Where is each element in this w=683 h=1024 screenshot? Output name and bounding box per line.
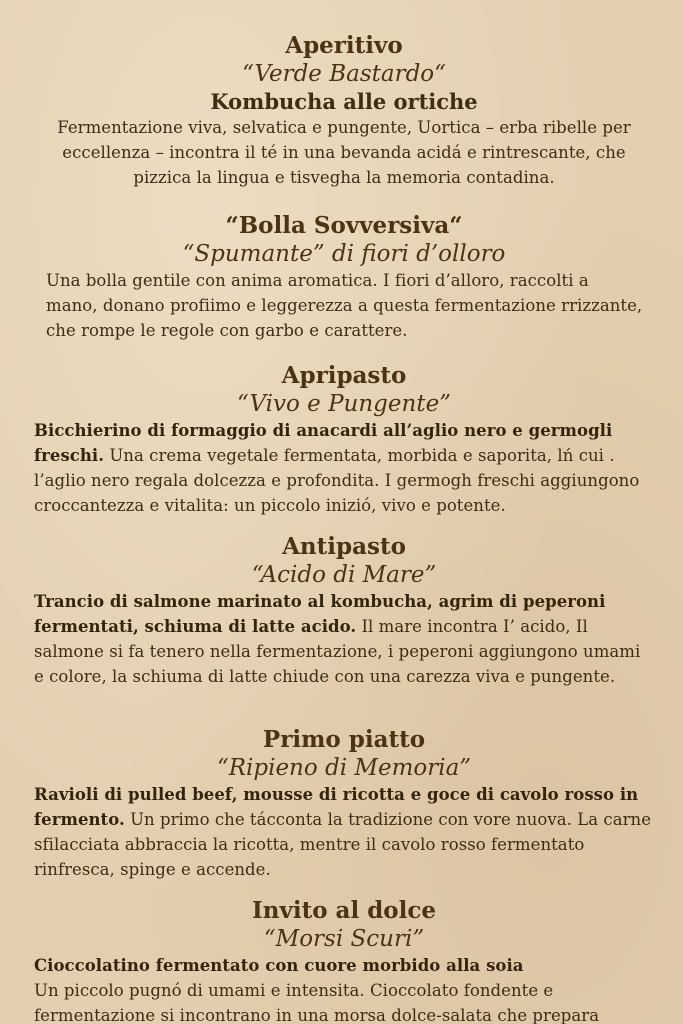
course-title: Antipasto [282, 533, 406, 560]
dish-description: Fermentazione viva, selvatica e pungente, Uortica – erba ribelle per eccellenza – incontra il té in una bevanda acidá e rintrescante, che pizzica la lingua e tisvegha la memoria contadina. [57, 118, 631, 187]
course-title: Primo piatto [262, 726, 426, 753]
dish-name: “Vivo e Pungente” [237, 391, 451, 417]
dish-name: “Verde Bastardo“ [242, 61, 446, 87]
dish-body: Una crema vegetale fermentata, morbida e saporita, lń cui . l’aglio nero regala dolcezza e profondita. I germogh freschi aggiungono croccantezza e vitalita: un piccolo inizió, vivo e potente. [34, 446, 640, 515]
course-title: Aperitivo [285, 32, 403, 59]
dish-body: Un piccolo pugnó di umami e intensita. Cioccolato fondente e fermentazione si incontrano in una morsa dolce-salata che prepara [34, 981, 600, 1024]
dish-description [34, 953, 654, 1024]
dish-name: “Spumante” di fiori d’olloro [182, 241, 506, 267]
menu-section-invito-al-dolce [34, 897, 654, 1024]
dish-lead: Trancio di salmone marinato al kombucha, agrim di peperoni fermentati, schiuma di latte acido. [34, 592, 606, 636]
dish-description [34, 589, 654, 689]
dish-lead: Bicchierino di formaggio di anacardi all’aglio nero e germogli freschi. [34, 421, 613, 465]
course-title: Apripasto [281, 362, 407, 389]
dish-description [34, 782, 654, 882]
menu-section-antipasto [34, 533, 654, 689]
menu-section-apripasto [34, 362, 654, 518]
dish-name: “Morsi Scuri” [263, 926, 425, 952]
dish-name: “Ripieno di Memoria” [216, 755, 472, 781]
menu-section-bolla-sovversiva [34, 212, 654, 343]
dish-body: Il mare incontra I’ acido, Il salmone si fa tenero nella fermentazione, i peperoni aggiungono umami e colore, la schiuma di latte chiude con una carezza viva e pungente. [34, 617, 641, 686]
menu-section-primo-piatto [34, 726, 654, 882]
dish-lead: Ravioli di pulled beef, mousse di ricotta e goce di cavolo rosso in fermento. [34, 785, 639, 829]
course-title: Invito al dolce [252, 897, 436, 924]
dish-lead: Cioccolatino fermentato con cuore morbido alla soia [34, 956, 524, 975]
course-title: “Bolla Sovversiva“ [225, 212, 463, 239]
dish-body: Un primo che tácconta la tradizione con vore nuova. La carne sfilacciata abbraccia la ricotta, mentre il cavolo rosso fermentato rinfresca, spinge e accende. [34, 810, 652, 879]
dish-name: “Acido di Mare” [251, 562, 437, 588]
dish-description [34, 418, 654, 518]
menu-section-aperitivo [34, 32, 654, 190]
dish-description: Una bolla gentile con anima aromatica. I fiori d’alloro, raccolti a mano, donano profiimo e leggerezza a questa fermentazione rrizzante, che rompe le regole con garbo e carattere. [46, 271, 643, 340]
dish-subtitle: Kombucha alle ortiche [210, 89, 478, 114]
